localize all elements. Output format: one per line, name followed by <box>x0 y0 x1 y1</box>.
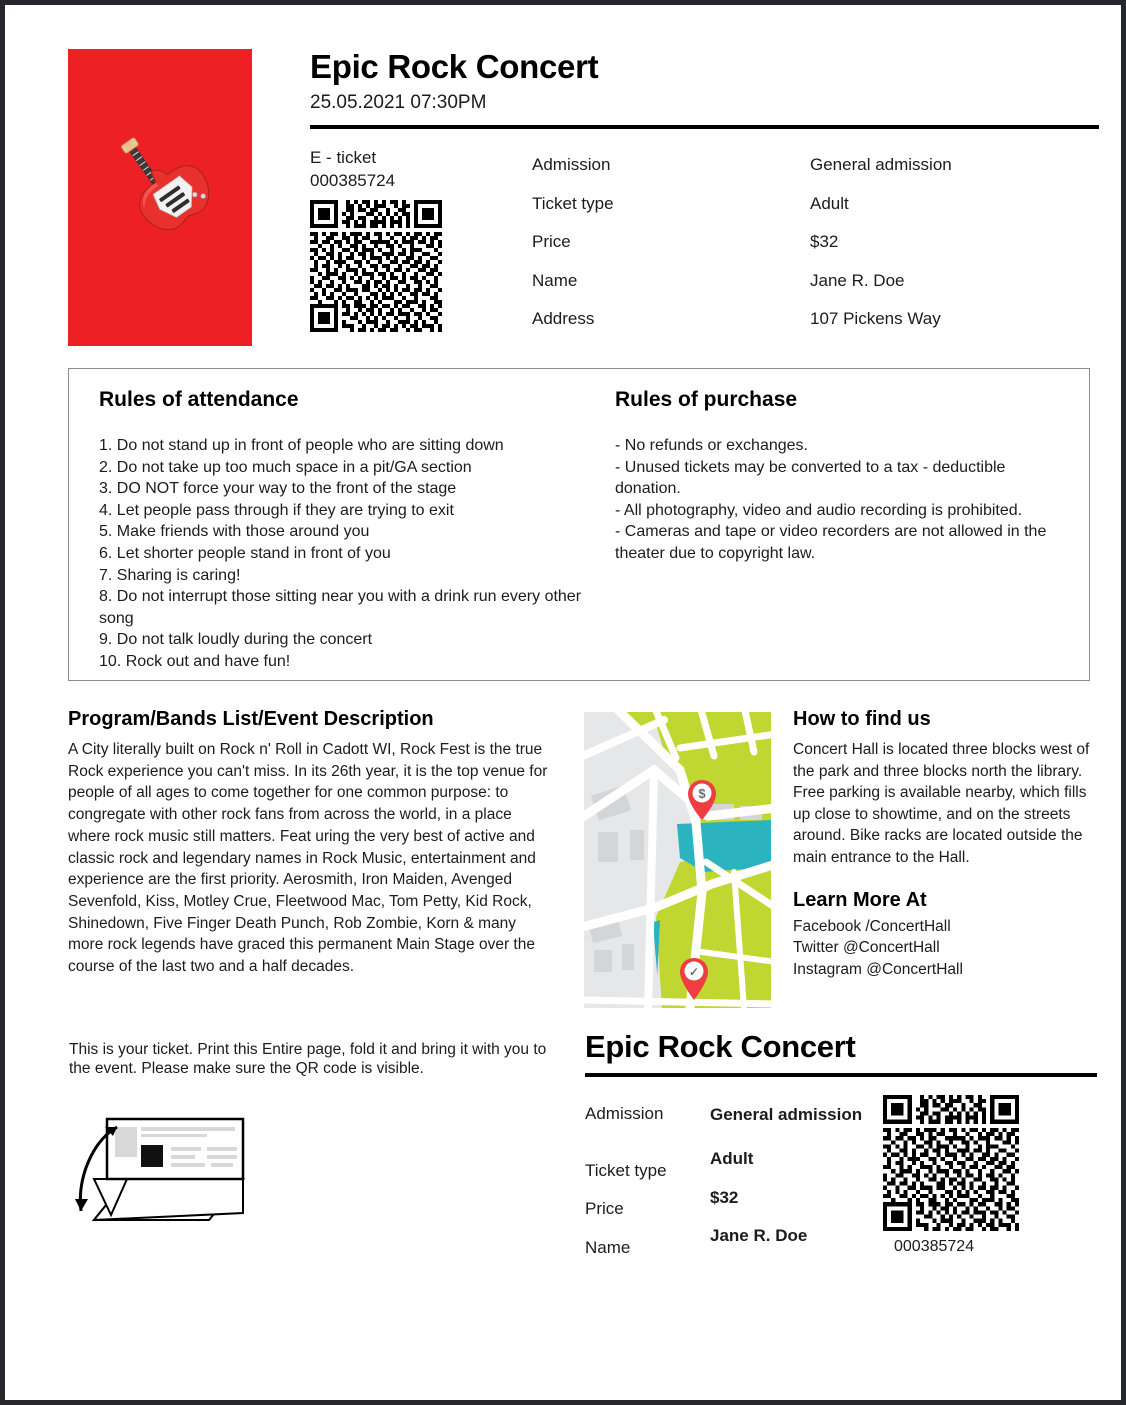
stub-label-ticket-type: Ticket type <box>585 1160 667 1180</box>
rules-purchase-heading: Rules of purchase <box>615 388 798 411</box>
stub-label-price: Price <box>585 1199 624 1219</box>
eticket-number: 000385724 <box>310 171 396 191</box>
stub-value-price: $32 <box>710 1187 739 1207</box>
location-map-svg <box>584 712 771 1008</box>
qr-code-icon <box>310 200 442 332</box>
svg-text:$: $ <box>698 786 706 801</box>
stub-value-name: Jane R. Doe <box>710 1226 808 1246</box>
rule-item: 10. Rock out and have fun! <box>99 652 291 670</box>
rule-item: 9. Do not talk loudly during the concert <box>99 631 373 649</box>
rule-item: 2. Do not take up too much space in a pit/GA section <box>99 458 472 476</box>
stub-value-admission: General admission <box>710 1105 863 1124</box>
social-link-twitter[interactable]: Twitter @ConcertHall <box>793 939 940 957</box>
stub-divider <box>585 1073 1097 1077</box>
rule-item: 8. Do not interrupt those sitting near you with a drink run every other song <box>99 588 582 627</box>
fold-instruction-diagram <box>67 1103 267 1231</box>
social-link-facebook[interactable]: Facebook /ConcertHall <box>793 917 951 935</box>
qr-code-icon <box>883 1095 1019 1231</box>
purchase-rule-item: - All photography, video and audio recording is prohibited. <box>615 501 1023 519</box>
purchase-rule-item: - No refunds or exchanges. <box>615 437 808 454</box>
hero-artwork-panel <box>68 49 252 346</box>
stub-serial-number: 000385724 <box>894 1238 975 1255</box>
field-label-name: Name <box>532 270 578 290</box>
stub-label-admission: Admission <box>585 1104 664 1123</box>
program-heading: Program/Bands List/Event Description <box>68 708 434 730</box>
rule-item: 1. Do not stand up in front of people who are sitting down <box>99 437 504 454</box>
eticket-label: E - ticket <box>310 147 377 167</box>
program-section <box>68 708 548 978</box>
event-datetime: 25.05.2021 07:30PM <box>310 91 487 113</box>
purchase-rule-item: - Unused tickets may be converted to a tax - deductible donation. <box>615 458 1006 498</box>
electric-guitar-icon <box>101 129 219 266</box>
field-value-ticket-type: Adult <box>810 193 849 213</box>
stub-label-name: Name <box>585 1237 631 1257</box>
ticket-header <box>68 49 1099 349</box>
findus-section <box>793 708 1098 980</box>
learn-more-heading: Learn More At <box>793 888 927 911</box>
field-label-ticket-type: Ticket type <box>532 193 614 213</box>
field-value-address: 107 Pickens Way <box>810 309 941 329</box>
ticket-fields <box>532 146 1099 339</box>
header-main <box>310 49 1099 339</box>
field-value-name: Jane R. Doe <box>810 270 905 290</box>
social-link-instagram[interactable]: Instagram @ConcertHall <box>793 960 963 978</box>
field-value-price: $32 <box>810 232 839 252</box>
purchase-rule-item: - Cameras and tape or video recorders are not allowed in the theater due to copyright law. <box>615 523 1047 562</box>
electric-guitar-svg <box>101 129 219 247</box>
field-label-address: Address <box>532 309 595 329</box>
field-label-price: Price <box>532 232 571 252</box>
rules-panel <box>68 368 1090 681</box>
rule-item: 7. Sharing is caring! <box>99 566 241 584</box>
field-label-admission: Admission <box>532 154 611 174</box>
svg-text:✓: ✓ <box>688 965 700 979</box>
rules-attendance-heading: Rules of attendance <box>99 388 299 411</box>
header-divider <box>310 125 1099 129</box>
rules-purchase-column <box>609 388 1089 673</box>
location-map[interactable] <box>584 712 771 1008</box>
rule-item: 5. Make friends with those around you <box>99 523 370 541</box>
rules-attendance-column <box>69 388 609 673</box>
rule-item: 4. Let people pass through if they are trying to exit <box>99 501 454 519</box>
page-title: Epic Rock Concert <box>310 48 599 85</box>
rule-item: 6. Let shorter people stand in front of you <box>99 544 391 562</box>
findus-description: Concert Hall is located three blocks west of the park and three blocks north the library. Free parking is available nearby, which fills up close to showtime, and on the streets around. Bike racks are located outside the main entrance to the Hall. <box>793 741 1090 866</box>
stub-title: Epic Rock Concert <box>585 1029 856 1064</box>
rule-item: 3. DO NOT force your way to the front of the stage <box>99 480 457 498</box>
print-fold-note: This is your ticket. Print this Entire page, fold it and bring it with you to the event. Please make sure the QR code is visible. <box>69 1041 547 1077</box>
eticket-block <box>310 146 532 339</box>
program-description: A City literally built on Rock n' Roll in Cadott WI, Rock Fest is the true Rock experience you can't miss. In its 26th year, it is the top venue for people of all ages to come together for one common purpose: to congregate with other rock fans from across the world, in a place where rock music still matters. Feat uring the very best of active and classic rock and legendary names in Rock Music, entertainment and experience are the first priority. Aerosmith, Iron Maiden, Avenged Sevenfold, Kiss, Motley Crue, Fleetwood Mac, Tom Petty, Kid Rock, Shinedown, Five Finger Death Punch, Rob Zombie, Korn & many more rock legends have graced this permanent Main Stage over the course of the last two and a half decades. <box>68 741 548 976</box>
field-value-admission: General admission <box>810 154 952 174</box>
stub-value-ticket-type: Adult <box>710 1149 754 1168</box>
fold-instruction-svg <box>67 1103 267 1231</box>
findus-heading: How to find us <box>793 708 931 730</box>
ticket-stub <box>585 1029 1097 1267</box>
